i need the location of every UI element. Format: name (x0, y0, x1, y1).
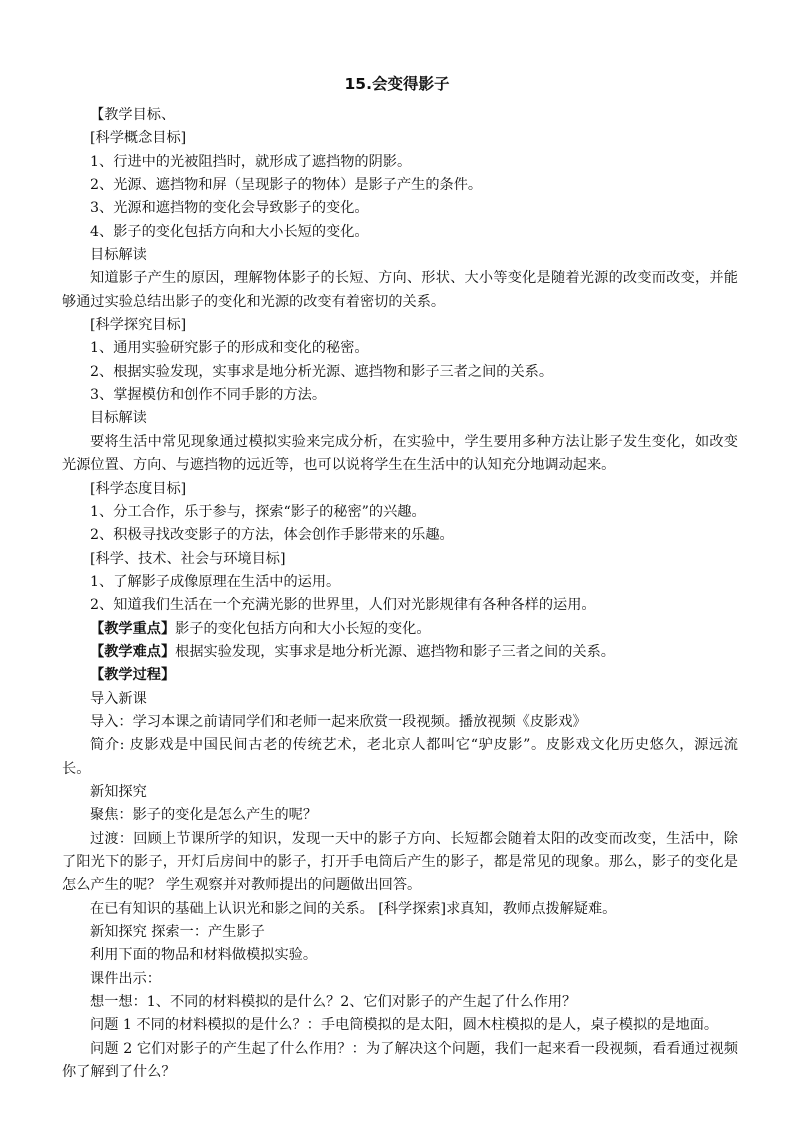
difficulty-label: 【教学难点】 (90, 643, 176, 660)
sts-heading: [科学、技术、社会与环境目标] (90, 550, 286, 567)
concept-item: 2、光源、遮挡物和屏（呈现影子的物体）是影子产生的条件。 (90, 177, 483, 194)
attitude-heading: [科学态度目标] (90, 480, 187, 497)
concept-reading-text: 知道影子产生的原因，理解物体影子的长短、方向、形状、大小等变化是随着光源的改变而改变，并能够通过实验总结出影子的变化和光源的改变有着密切的关系。 (62, 270, 738, 310)
concept-item: 3、光源和遮挡物的变化会导致影子的变化。 (90, 200, 369, 217)
objectives-heading: 【教学目标、 (90, 107, 176, 123)
intro-brief: 简介: 皮影戏是中国民间古老的传统艺术，老北京人都叫它“驴皮影”。皮影戏文化历史悠久，源远流长。 (62, 737, 738, 777)
explore-heading: 新知探究 探索一：产生影子 (90, 924, 265, 941)
transition-text: 过渡：回顾上节课所学的知识，发现一天中的影子方向、长短都会随着太阳的改变而改变，生活中，除了阳光下的影子，开灯后房间中的影子，打开手电筒后产生的影子，都是常见的现象。那么，影子的变化是怎么产生的呢？ 学生观察并对教师提出的问题做出回答。 (62, 830, 738, 894)
think-text: 想一想：1、不同的材料模拟的是什么？2、它们对影子的产生起了什么作用？ (90, 994, 577, 1011)
sts-item: 2、知道我们生活在一个充满光影的世界里，人们对光影规律有各种各样的运用。 (90, 597, 596, 614)
explore-text: 利用下面的物品和材料做模拟实验。 (90, 947, 318, 964)
key-point-text: 影子的变化包括方向和大小长短的变化。 (175, 620, 431, 637)
intro-text: 导入：学习本课之前请同学们和老师一起来欣赏一段视频。播放视频《皮影戏》 (90, 713, 587, 730)
process-heading: 【教学过程】 (90, 667, 176, 684)
inquiry-item: 3、掌握模仿和创作不同手影的方法。 (90, 387, 327, 404)
inquiry-reading-text: 要将生活中常见现象通过模拟实验来完成分析，在实验中，学生要用多种方法让影子发生变化，如改变 光源位置、方向、与遮挡物的远近等，也可以说将学生在生活中的认知充分地调动起来。 (62, 433, 738, 474)
inquiry-item: 1、通用实验研究影子的形成和变化的秘密。 (90, 340, 369, 357)
intro-heading: 导入新课 (90, 690, 147, 707)
concept-item: 4、影子的变化包括方向和大小长短的变化。 (90, 223, 369, 240)
difficulty-text: 根据实验发现，实事求是地分析光源、遮挡物和影子三者之间的关系。 (175, 643, 615, 660)
question-2: 问题 2 它们对影子的产生起了什么作用？：为了解决这个问题，我们一起来看一段视频，看看通过视频你了解到了什么？ (62, 1040, 738, 1081)
sts-item: 1、了解影子成像原理在生活中的运用。 (90, 573, 341, 590)
concept-item: 1、行进中的光被阻挡时，就形成了遮挡物的阴影。 (90, 153, 412, 170)
attitude-item: 2、积极寻找改变影子的方法，体会创作手影带来的乐趣。 (90, 527, 454, 544)
existing-knowledge-text: 在已有知识的基础上认识光和影之间的关系。 [科学探索]求真知，教师点拨解疑难。 (90, 900, 617, 917)
concept-reading-heading: 目标解读 (90, 247, 147, 264)
inquiry-item: 2、根据实验发现，实事求是地分析光源、遮挡物和影子三者之间的关系。 (90, 363, 554, 380)
key-point-label: 【教学重点】 (90, 620, 176, 637)
courseware-text: 课件出示： (90, 970, 161, 987)
new-knowledge-heading: 新知探究 (90, 783, 147, 800)
inquiry-heading: [科学探究目标] (90, 317, 187, 334)
question-1: 问题 1 不同的材料模拟的是什么？：手电筒模拟的是太阳，圆木柱模拟的是人，桌子模拟的是地面。 (90, 1017, 719, 1034)
inquiry-reading-heading: 目标解读 (90, 410, 147, 427)
difficulty (62, 641, 738, 664)
key-point (62, 618, 738, 641)
focus-text: 聚焦：影子的变化是怎么产生的呢？ (90, 807, 318, 824)
concept-heading: [科学概念目标] (90, 130, 187, 147)
page-title: 15.会变得影子 (344, 75, 450, 93)
document-body (62, 104, 738, 1084)
attitude-item: 1、分工合作，乐于参与，探索“影子的秘密”的兴趣。 (90, 503, 426, 520)
